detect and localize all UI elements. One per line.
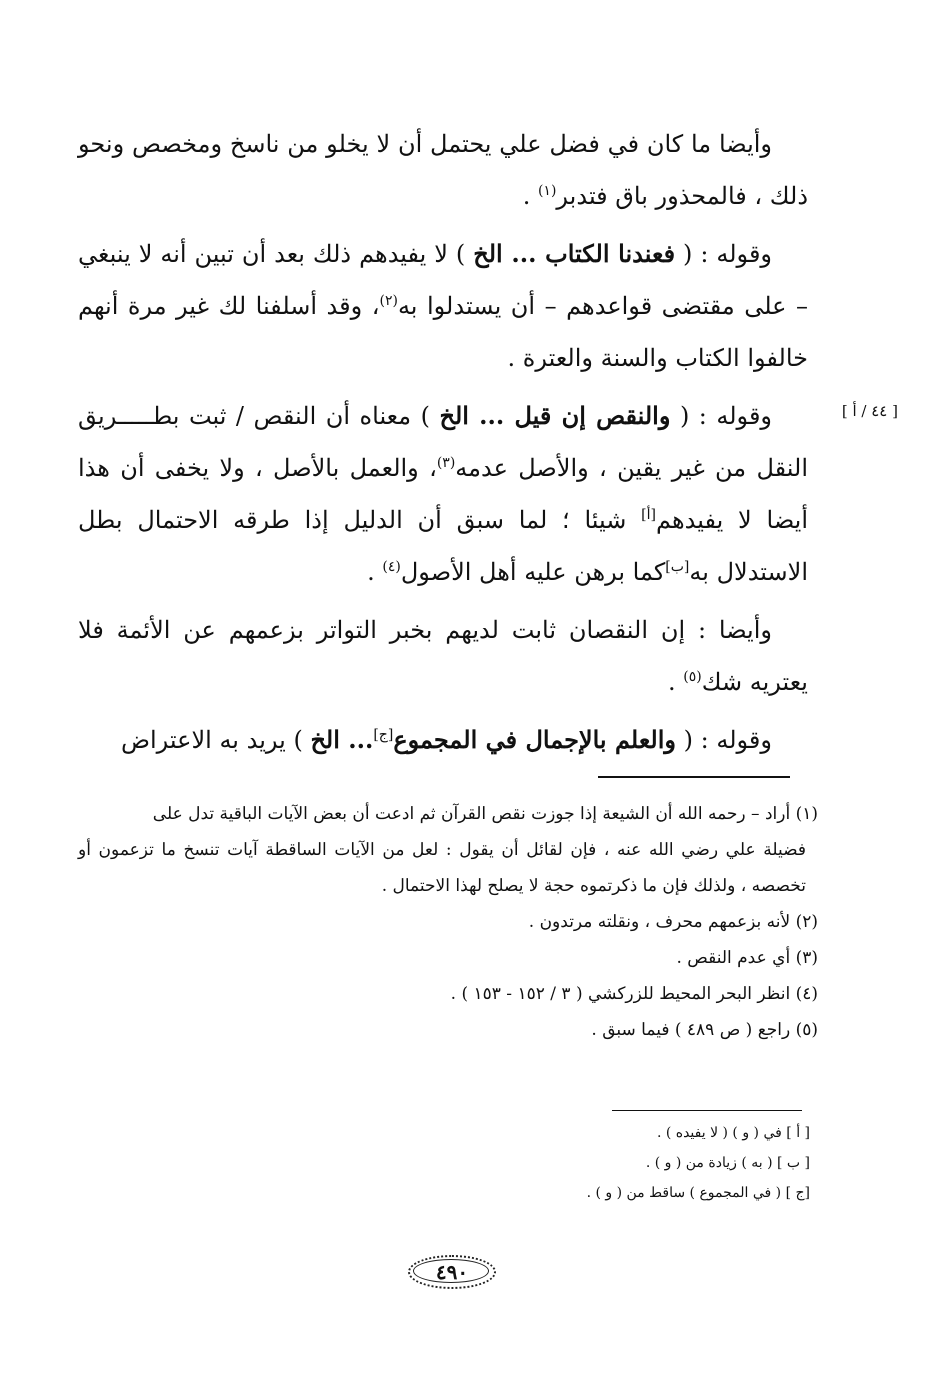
- page-number: ٤٩٠: [435, 1260, 469, 1284]
- text-run: ) يريد به الاعتراض: [120, 726, 311, 754]
- text-run: ، والعمل بالأصل ، ولا يخفى أن هذا أيضا لا يفيدهم: [78, 454, 808, 534]
- text-run: ) لا يفيدهم ذلك بعد أن تبين أنه لا ينبغي – على مقتضى قواعدهم – أن يستدلوا به: [78, 240, 808, 320]
- text-run: .: [668, 668, 684, 696]
- footnote-5: (٥) راجع ( ص ٤٨٩ ) فيما سبق .: [591, 1020, 818, 1040]
- variants-divider: [612, 1110, 802, 1111]
- footnote-2: (٢) لأنه بزعمهم محرف ، ونقلته مرتدون .: [528, 912, 818, 932]
- text-run: وقوله : (: [676, 726, 772, 754]
- paragraph-1: [78, 118, 808, 222]
- paragraph-5: [78, 714, 808, 766]
- footnote-divider: [598, 776, 790, 778]
- variant-note-a: [ أ ] في ( و ) ( لا يفيده ) .: [656, 1125, 810, 1141]
- quoted-phrase: ... الخ: [310, 725, 374, 754]
- text-run: وأيضا : إن النقصان ثابت لديهم بخبر التواتر بزعمهم عن الأئمة فلا يعتريه شك: [78, 616, 808, 696]
- footnotes: [78, 796, 818, 1048]
- paragraph-3: [78, 390, 808, 598]
- variant-note-c: [ج ] ( في المجموع ) ساقط من ( و ) .: [586, 1185, 810, 1201]
- footnote-ref-5[interactable]: (٥): [683, 669, 702, 685]
- footnote-1-continued: فضيلة علي رضي الله عنه ، فإن لقائل أن يقول : لعل من الآيات الساقطة آيات تنسخ ما تزعمون أو تخصصه ، ولذلك فإن ما ذكرتموه حجة لا يصلح لهذا الاحتمال .: [78, 840, 806, 896]
- manuscript-variants: [540, 1118, 810, 1208]
- variant-note-b: [ ب ] ( به ) زيادة من ( و ) .: [645, 1155, 810, 1171]
- text-run: كما برهن عليه أهل الأصول: [400, 558, 666, 586]
- footnote-ref-3[interactable]: (٣): [436, 455, 456, 471]
- footnote-1: (١) أراد – رحمه الله أن الشيعة إذا جوزت نقص القرآن ثم ادعت أن بعض الآيات الباقية تدل على: [152, 804, 818, 824]
- manuscript-folio-marker: [ ٤٤ / أ ]: [841, 402, 898, 420]
- main-text: [78, 118, 808, 766]
- footnote-4: (٤) انظر البحر المحيط للزركشي ( ٣ / ١٥٢ - ١٥٣ ) .: [450, 984, 818, 1004]
- footnote-ref-2[interactable]: (٢): [379, 293, 398, 309]
- paragraph-4: [78, 604, 808, 708]
- text-run: وأيضا ما كان في فضل علي يحتمل أن لا يخلو من ناسخ ومخصص ونحو ذلك ، فالمحذور باق فتدبر: [78, 130, 808, 210]
- text-run: ) معناه أن النقص / ثبت بطـــــريق النقل من غير يقين ، والأصل عدمه: [78, 402, 808, 482]
- text-run: .: [367, 558, 383, 586]
- text-run: ، وقد أسلفنا لك غير مرة أنهم خالفوا الكتاب والسنة والعترة .: [78, 292, 808, 372]
- paragraph-2: [78, 228, 808, 384]
- quoted-phrase: والنقص إن قيل ... الخ: [439, 401, 671, 430]
- text-run: شيئا ؛ لما سبق أن الدليل إذا طرقه الاحتمال بطل الاستدلال به: [78, 506, 808, 586]
- text-run: وقوله : (: [670, 402, 773, 430]
- variant-ref-c[interactable]: [ج]: [373, 727, 394, 743]
- variant-ref-a[interactable]: [أ]: [641, 507, 656, 523]
- quoted-phrase: فعندنا الكتاب ... الخ: [473, 239, 676, 268]
- variant-ref-b[interactable]: [ب]: [665, 559, 690, 575]
- text-run: وقوله : (: [675, 240, 773, 268]
- text-run: .: [522, 182, 538, 210]
- footnote-ref-4[interactable]: (٤): [382, 559, 401, 575]
- page-number-badge: [408, 1255, 496, 1289]
- quoted-phrase: والعلم بالإجمال في المجموع: [393, 725, 677, 754]
- footnote-3: (٣) أي عدم النقص .: [676, 948, 818, 968]
- footnote-ref-1[interactable]: (١): [537, 183, 557, 199]
